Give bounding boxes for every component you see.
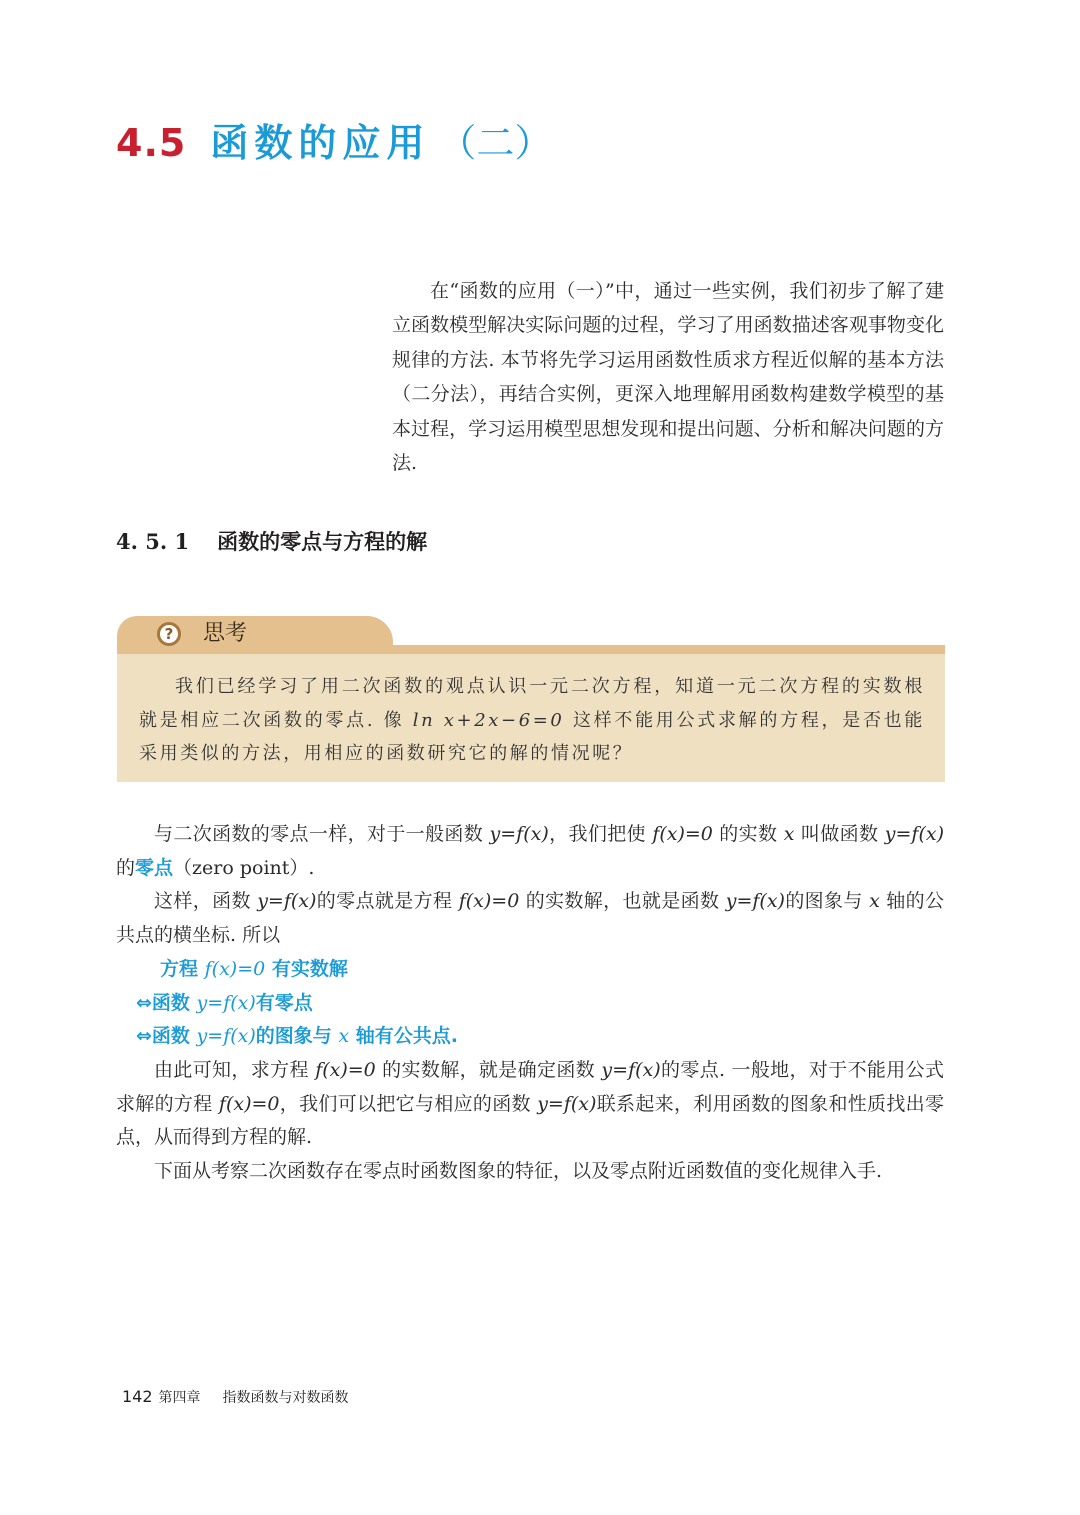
subsection-heading bbox=[116, 526, 427, 558]
think-text bbox=[139, 670, 925, 771]
think-equation: ln x+2x−6=0 bbox=[412, 709, 565, 731]
body-text bbox=[116, 818, 944, 1189]
think-label: 思考 bbox=[203, 621, 248, 646]
paragraph-relation: 这样，函数 y=f(x)的零点就是方程 f(x)=0 的实数解，也就是函数 y=f(x)的图象与 x 轴的公共点的横坐标. 所以 bbox=[116, 890, 944, 947]
think-text-part2: 这样不能用公式求解的方程，是否也能采用类似的方法，用相应的函数研究它的解的情况呢？ bbox=[139, 709, 925, 764]
question-mark-icon: ? bbox=[157, 622, 181, 646]
chapter-label: 第四章 bbox=[158, 1390, 201, 1406]
paragraph-next: 下面从考察二次函数存在零点时函数图象的特征，以及零点附近函数值的变化规律入手. bbox=[154, 1160, 883, 1183]
section-title bbox=[116, 118, 552, 168]
section-number: 4.5 bbox=[116, 121, 187, 165]
equivalence-arrow-icon: ⇔ bbox=[136, 991, 152, 1014]
think-text-part1: 我们已经学习了用二次函数的观点认识一元二次方程，知道一元二次方程的实数根就是相应二次函数的零点. 像 bbox=[139, 676, 925, 731]
subsection-title: 函数的零点与方程的解 bbox=[217, 530, 428, 554]
paragraph-conclusion: 由此可知，求方程 f(x)=0 的实数解，就是确定函数 y=f(x)的零点. 一般地，对于不能用公式求解的方程 f(x)=0，我们可以把它与相应的函数 y=f(x)联系起来，利用函数的图象和性质找出零点，从而得到方程的解. bbox=[116, 1058, 944, 1149]
equivalence-line-2: ⇔函数 y=f(x)有零点 bbox=[136, 991, 313, 1014]
intro-paragraph bbox=[392, 274, 944, 480]
section-name: 函数的应用 bbox=[210, 121, 431, 165]
equivalence-line-1: 方程 f(x)=0 有实数解 bbox=[160, 957, 348, 980]
chapter-title: 指数函数与对数函数 bbox=[222, 1390, 349, 1406]
term-zero-point: 零点 bbox=[135, 856, 174, 879]
intro-text: 在“函数的应用（一）”中，通过一些实例，我们初步了解了建立函数模型解决实际问题的过程，学习了用函数描述客观事物变化规律的方法. 本节将先学习运用函数性质求方程近似解的基本方法（二分法），再结合实例，更深入地理解用函数构建数学模型的基本过程，学习运用模型思想发现和提出问题、分析和解决问题的方法. bbox=[392, 280, 944, 475]
page-footer bbox=[122, 1384, 349, 1410]
page-number: 142 bbox=[122, 1387, 153, 1406]
equivalence-line-3: ⇔函数 y=f(x)的图象与 x 轴有公共点. bbox=[136, 1025, 458, 1048]
section-suffix: （二） bbox=[438, 121, 553, 165]
equivalence-arrow-icon: ⇔ bbox=[136, 1025, 152, 1048]
paragraph-definition: 与二次函数的零点一样，对于一般函数 y=f(x)，我们把使 f(x)=0 的实数 x 叫做函数 y=f(x)的零点（zero point）. bbox=[116, 823, 944, 879]
think-box bbox=[117, 616, 945, 782]
subsection-number: 4. 5. 1 bbox=[116, 529, 190, 554]
